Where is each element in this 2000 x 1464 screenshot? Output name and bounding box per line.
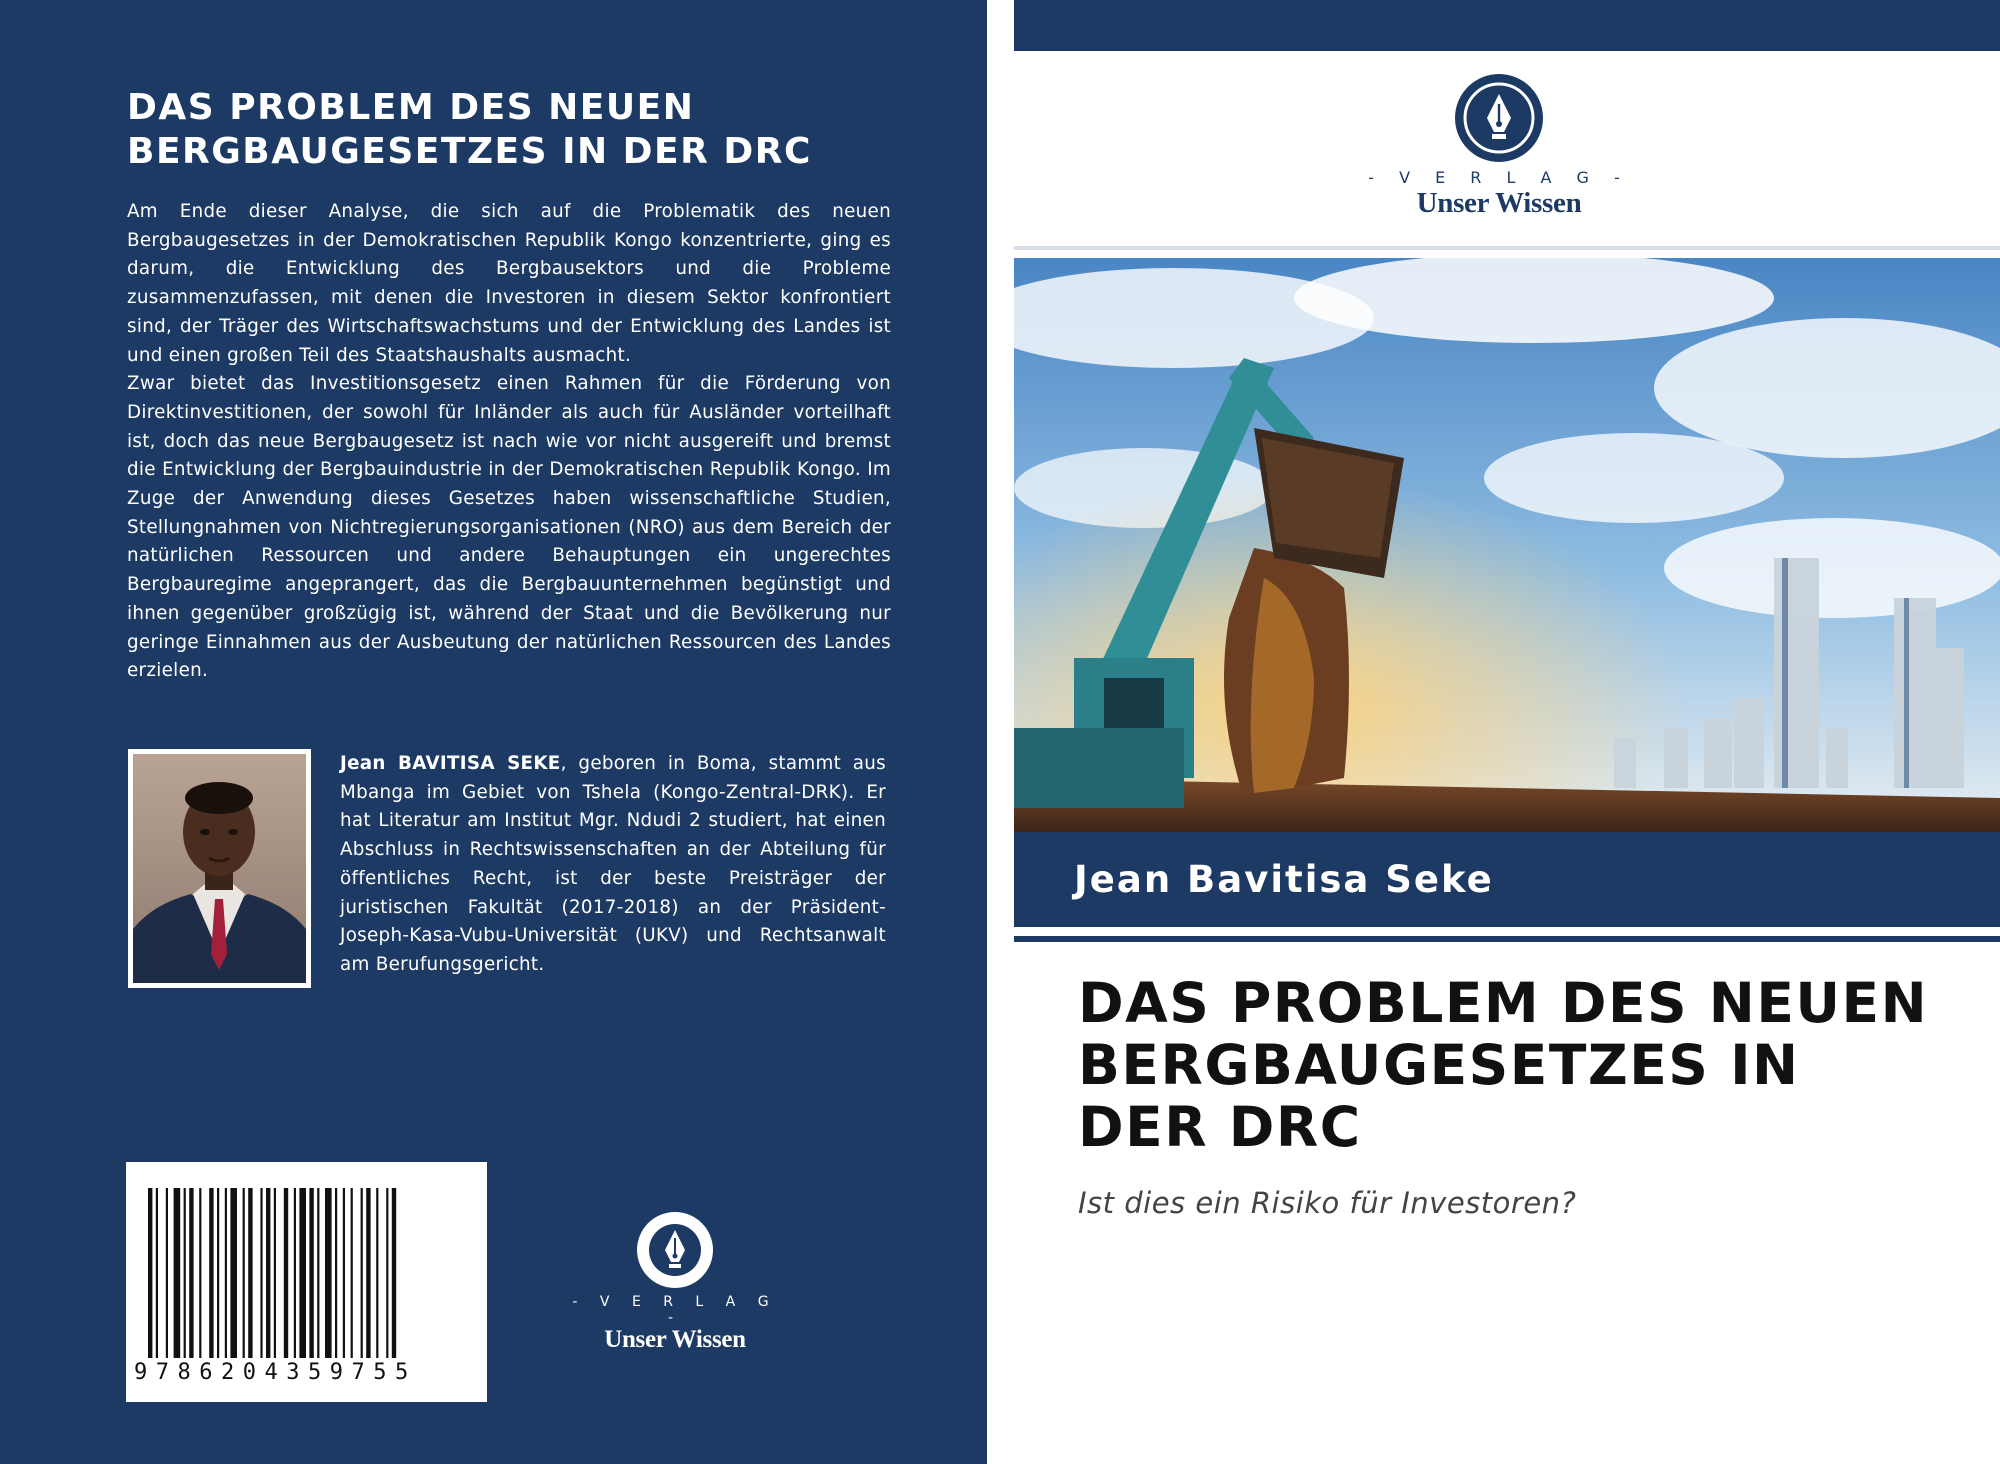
bio-author-name: Jean BAVITISA SEKE [340, 753, 561, 774]
front-logo-name: Unser Wissen [1416, 187, 1582, 219]
barcode-bar [243, 1188, 245, 1358]
barcode-bar [266, 1188, 270, 1358]
barcode-bar [248, 1188, 252, 1358]
back-publisher-logo [560, 1210, 790, 1353]
pen-nib-seal-icon [635, 1210, 715, 1290]
back-cover-title [127, 86, 907, 174]
front-title-line-3: DER DRC [1078, 1095, 1362, 1159]
front-author-name: Jean Bavitisa Seke [1074, 858, 1494, 901]
barcode-bar [284, 1188, 288, 1358]
barcode-bar [260, 1188, 262, 1358]
barcode-bar [376, 1188, 378, 1358]
barcode-bar [366, 1188, 370, 1358]
barcode-bar [166, 1188, 168, 1358]
barcode-bar [199, 1188, 201, 1358]
barcode-bar [225, 1188, 227, 1358]
front-title [1078, 972, 1978, 1158]
front-title-line-1: DAS PROBLEM DES NEUEN [1078, 971, 1929, 1035]
pen-nib-logo-icon [1453, 72, 1545, 164]
barcode-bar [294, 1188, 296, 1358]
author-photo [128, 749, 311, 988]
barcode-bar [217, 1188, 219, 1358]
barcode-bar [309, 1188, 313, 1358]
barcode-bars [146, 1188, 467, 1366]
barcode-bar [392, 1188, 396, 1358]
barcode-bar [351, 1188, 353, 1358]
barcode-bar [189, 1188, 193, 1358]
back-logo-name: Unser Wissen [604, 1326, 746, 1353]
front-logo-verlag: - V E R L A G - [1368, 168, 1630, 187]
back-logo-verlag: - V E R L A G - [572, 1294, 778, 1326]
barcode-bar [325, 1188, 332, 1358]
back-title-line-1: DAS PROBLEM DES NEUEN [127, 87, 695, 128]
author-band-rule [1014, 936, 2000, 942]
excavator-cityscape-photo [1014, 258, 2000, 832]
blurb [127, 198, 891, 686]
barcode-bar [343, 1188, 345, 1358]
barcode-bar [274, 1188, 276, 1358]
back-title-line-2: BERGBAUGESETZES IN DER DRC [127, 131, 812, 172]
barcode-bar [386, 1188, 388, 1358]
barcode-bar [209, 1188, 213, 1358]
barcode-bar [317, 1188, 319, 1358]
barcode-bar [184, 1188, 186, 1358]
front-title-line-2: BERGBAUGESETZES IN [1078, 1033, 1800, 1097]
bio-text: , geboren in Boma, stammt aus Mbanga im Gebiet von Tshela (Kongo-Zentral-DRK). Er hat Literatur am Institut Mgr. Ndudi 2 studiert, hat einen Abschluss in Rechtswissenschaften an der Abteilung für öffentliches Recht, ist der beste Preisträger der juristischen Fakultät (2017-2018) an der Präsident-Joseph-Kasa-Vubu-Universität (UKV) und Rechtsanwalt am Berufungsgericht. [340, 753, 886, 975]
barcode-bar [299, 1188, 306, 1358]
photo-divider [1014, 246, 2000, 250]
barcode-bar [174, 1188, 181, 1358]
barcode-bar [230, 1188, 237, 1358]
barcode-bar [335, 1188, 337, 1358]
author-portrait-image [133, 754, 306, 983]
barcode-bar [156, 1188, 158, 1358]
front-cover [1014, 0, 2000, 1464]
barcode-bar [361, 1188, 363, 1358]
blurb-paragraph-2: Zwar bietet das Investitionsgesetz einen Rahmen für die Förderung von Direktinvestitionen, der sowohl für Inländer als auch für Ausländer vorteilhaft ist, doch das neue Bergbaugesetz ist nach wie vor nicht ausgereift und bremst die Entwicklung der Bergbauindustrie in der Demokratischen Republik Kongo. Im Zuge der Anwendung dieses Gesetzes haben wissenschaftliche Studien, Stellungnahmen von Nichtregierungsorganisationen (NRO) aus dem Bereich der natürlichen Ressourcen und andere Behauptungen ein ungerechtes Bergbauregime angeprangert, das die Bergbauunternehmen begünstigt und ihnen gegenüber großzügig ist, während der Staat und die Bevölkerung nur geringe Einnahmen aus der Ausbeutung der natürlichen Ressourcen des Landes erzielen. [127, 373, 891, 682]
isbn-barcode [126, 1162, 487, 1402]
spine [987, 0, 1014, 1464]
back-cover [0, 0, 987, 1464]
author-band [1014, 832, 2000, 927]
isbn-digits: 9786204359755 [134, 1360, 417, 1385]
front-publisher-logo [1364, 72, 1634, 222]
author-bio [340, 750, 886, 980]
front-top-bar [1014, 0, 2000, 51]
barcode-bar [148, 1188, 152, 1358]
front-subtitle: Ist dies ein Risiko für Investoren? [1078, 1186, 1577, 1220]
blurb-paragraph-1: Am Ende dieser Analyse, die sich auf die Problematik des neuen Bergbaugesetzes in der Demokratischen Republik Kongo konzentrierte, ging es darum, die Entwicklung des Bergbausektors und die Probleme zusammenzufassen, mit denen die Investoren in diesem Sektor konfrontiert sind, der Träger des Wirtschaftswachstums und der Entwicklung des Landes ist und einen großen Teil des Staatshaushalts ausmacht. [127, 201, 891, 366]
